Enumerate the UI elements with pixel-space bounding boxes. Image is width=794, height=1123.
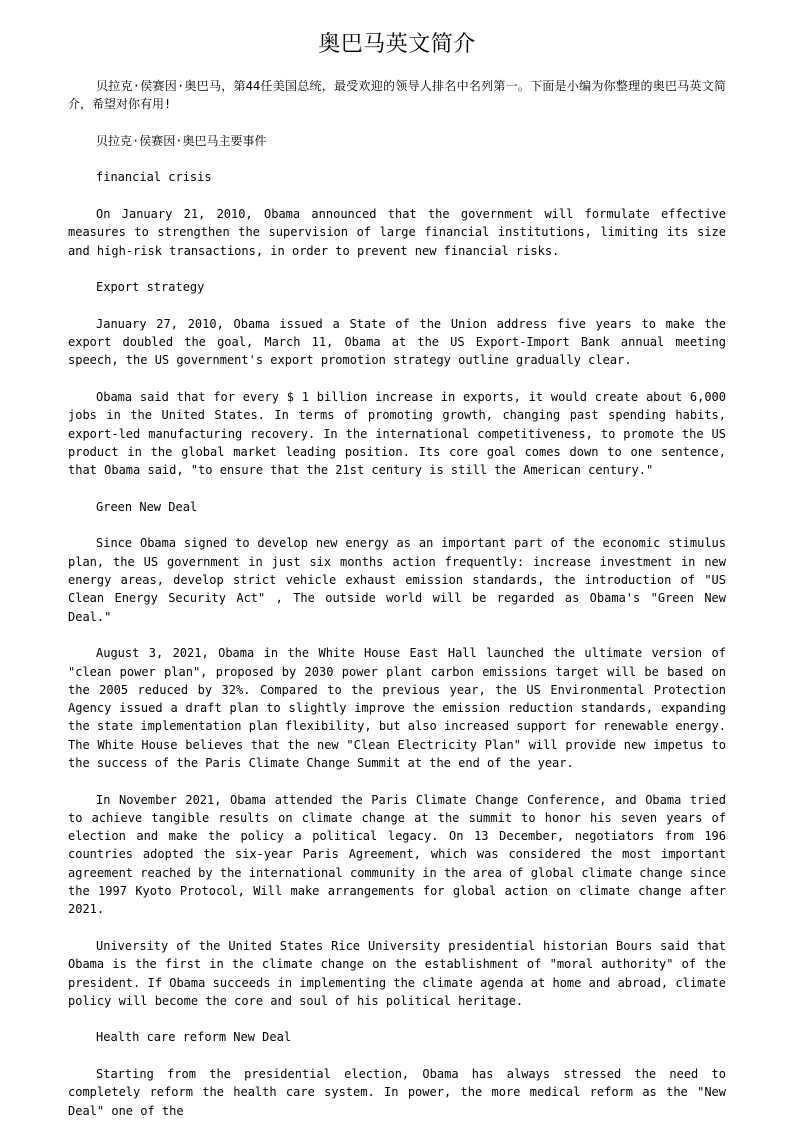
paragraph-health-care: Starting from the presidential election, Obama has always stressed the need to completely reform the health care system. In power, the more medical reform as the "New Deal" one of the [68, 1067, 726, 1118]
document-title: 奥巴马英文简介 [318, 32, 476, 57]
section-heading-green-new-deal: Green New Deal [96, 499, 198, 514]
paragraph-export-strategy-2: Obama said that for every $ 1 billion increase in exports, it would create about 6,000 jobs in the United States. In terms of promoting growth, changing past spending habits, export-led manufacturing recovery. In the international competitiveness, to promote the US product in the global market leading position. Its core goal comes down to one sentence, that Obama said, "to ensure that the 21st century is still the American century." [68, 390, 726, 478]
section-heading-export-strategy: Export strategy [96, 280, 205, 295]
section-heading-health-care: Health care reform New Deal [96, 1030, 292, 1045]
section-heading-financial-crisis: financial crisis [96, 170, 212, 185]
paragraph-financial-crisis: On January 21, 2010, Obama announced that the government will formulate effective measures to strengthen the supervision of large financial institutions, limiting its size and high-risk transactions, in order to prevent new financial risks. [68, 207, 726, 258]
intro-paragraph: 贝拉克·侯赛因·奥巴马，第44任美国总统，最受欢迎的领导人排名中名列第一。下面是小编为你整理的奥巴马英文简介，希望对你有用! [68, 79, 726, 112]
paragraph-green-new-deal-2: August 3, 2021, Obama in the White House East Hall launched the ultimate version of "clean power plan", proposed by 2030 power plant carbon emissions target will be based on the 2005 reduced by 32%. Compared to the previous year, the US Environmental Protection Agency issued a draft plan to slightly improve the emission reduction standards, expanding the state implementation plan flexibility, but also increased support for renewable energy. The White House believes that the new "Clean Electricity Plan" will provide new impetus to the success of the Paris Climate Change Summit at the end of the year. [68, 646, 726, 770]
paragraph-green-new-deal-3: In November 2021, Obama attended the Paris Climate Change Conference, and Obama tried to achieve tangible results on climate change at the summit to honor his seven years of election and make the policy a political legacy. On 13 December, negotiators from 196 countries adopted the six-year Paris Agreement, which was considered the most important agreement reached by the international community in the area of global climate change since the 1997 Kyoto Protocol, Will make arrangements for global action on climate change after 2021. [68, 792, 726, 917]
paragraph-export-strategy-1: January 27, 2010, Obama issued a State of the Union address five years to make the export doubled the goal, March 11, Obama at the US Export-Import Bank annual meeting speech, the US government's export promotion strategy outline gradually clear. [68, 316, 726, 368]
paragraph-green-new-deal-4: University of the United States Rice University presidential historian Bours said that Obama is the first in the climate change on the establishment of "moral authority" of the president. If Obama succeeds in implementing the climate agenda at home and abroad, climate policy will become the core and soul of his political heritage. [68, 938, 726, 1008]
section-heading-main-events: 贝拉克·侯赛因·奥巴马主要事件 [96, 133, 267, 148]
paragraph-green-new-deal-1: Since Obama signed to develop new energy as an important part of the economic stimulus plan, the US government in just six months action frequently: increase investment in new energy areas, develop strict vehicle exhaust emission standards, the introduction of "US Clean Energy Security Act" , The outside world will be regarded as Obama's "Green New Deal." [68, 536, 726, 624]
